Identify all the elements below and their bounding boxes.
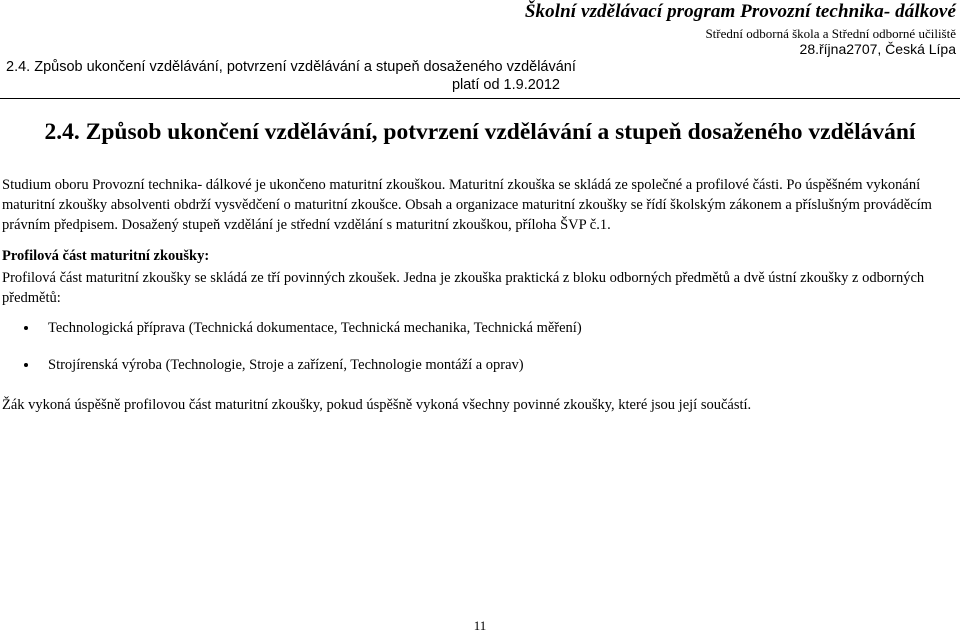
list-item-text: Strojírenská výroba (Technologie, Stroje a zařízení, Technologie montáží a oprav)	[48, 357, 524, 373]
list-item	[24, 320, 582, 337]
header-section-title: 2.4. Způsob ukončení vzdělávání, potvrzení vzdělávání a stupeň dosaženého vzdělávání	[6, 59, 576, 75]
intro-paragraph: Studium oboru Provozní technika- dálkové je ukončeno maturitní zkouškou. Maturitní zkouška se skládá ze společné a profilové části. Po úspěšném vykonání maturitní zkoušky absolventi obdrží vysvědčení o maturitní zkoušce. Obsah a organizace maturitní zkoušky se řídí školským zákonem a příslušným prováděcím právním předpisem. Dosažený stupeň vzdělání je střední vzdělání s maturitní zkouškou, příloha ŠVP č.1.	[2, 177, 932, 233]
profile-exam-paragraph: Profilová část maturitní zkoušky se skládá ze tří povinných zkoušek. Jedna je zkouška praktická z bloku odborných předmětů a dvě ústní zkoušky z odborných předmětů:	[2, 270, 925, 306]
list-item	[24, 357, 524, 374]
page-number: 11	[473, 618, 487, 633]
section-heading: 2.4. Způsob ukončení vzdělávání, potvrzení vzdělávání a stupeň dosaženého vzdělávání	[44, 119, 916, 145]
profile-exam-subheading: Profilová část maturitní zkoušky:	[2, 248, 210, 264]
school-address: 28.října2707, Česká Lípa	[799, 41, 956, 57]
school-name: Střední odborná škola a Střední odborné učiliště	[705, 26, 956, 41]
conclusion-paragraph: Žák vykoná úspěšně profilovou část maturitní zkoušky, pokud úspěšně vykoná všechny povinné zkoušky, které jsou její součástí.	[2, 397, 752, 413]
bullet-icon	[24, 326, 28, 330]
bullet-icon	[24, 363, 28, 367]
header-divider	[0, 98, 960, 99]
list-item-text: Technologická příprava (Technická dokumentace, Technická mechanika, Technická měření)	[48, 320, 582, 336]
document-header-title: Školní vzdělávací program Provozní technika- dálkové	[524, 1, 956, 22]
valid-from-date: platí od 1.9.2012	[451, 77, 560, 93]
